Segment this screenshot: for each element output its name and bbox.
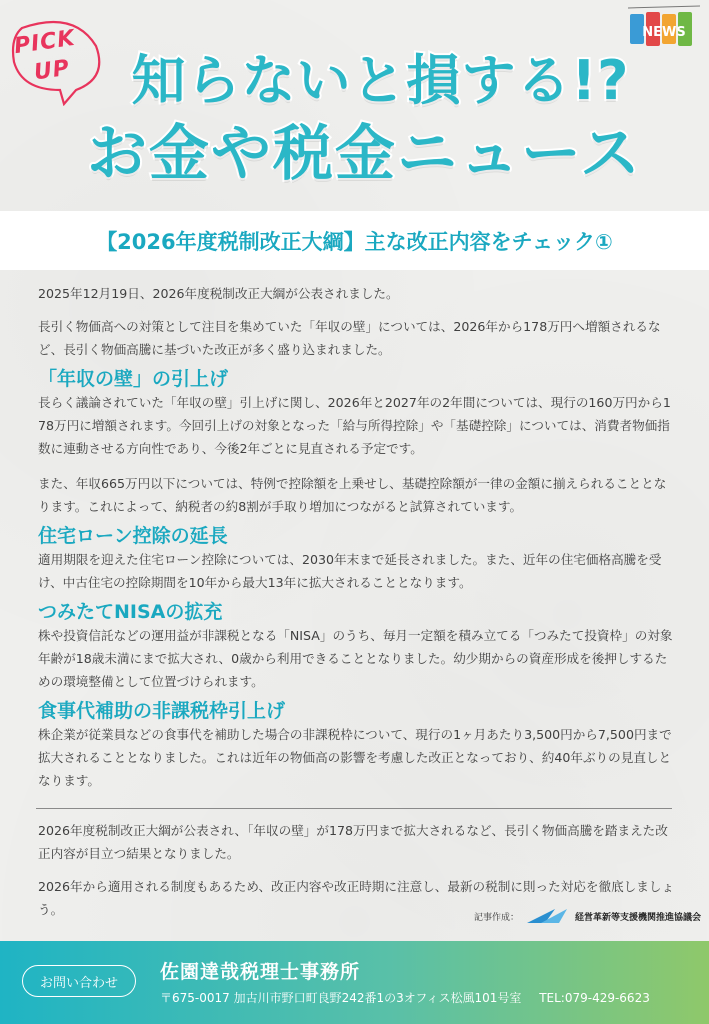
organization-logo-icon: [525, 907, 569, 925]
office-phone[interactable]: TEL:079-429-6623: [539, 991, 650, 1005]
office-address: 〒675-0017 加古川市野口町良野242番1の3オフィス松風101号室: [160, 991, 522, 1005]
office-address-line: [160, 989, 650, 1006]
divider: [36, 808, 672, 809]
credit-organization: 経営革新等支援機関推進協議会: [575, 912, 702, 923]
intro-paragraph-2: 長引く物価高への対策として注目を集めていた「年収の壁」については、2026年から178万円へ増額されるなど、長引く物価高騰に基づいた改正が多く盛り込まれました。: [38, 319, 661, 357]
page-title-line1: 知らないと損する!?: [131, 49, 630, 112]
footer: [0, 941, 709, 1024]
page-title-line2: お金や税金ニュース: [87, 119, 642, 189]
summary-paragraph-1: 2026年度税制改正大綱が公表され、「年収の壁」が178万円まで拡大されるなど、長引く物価高騰を踏まえた改正内容が目立つ結果となりました。: [38, 823, 668, 861]
intro-paragraph-1: 2025年12月19日、2026年度税制改正大綱が公表されました。: [38, 286, 399, 301]
section-heading-nisa: つみたてNISAの拡充: [38, 601, 223, 623]
article-title-banner: [0, 211, 709, 270]
header: [0, 0, 709, 205]
contact-button[interactable]: お問い合わせ: [22, 965, 136, 997]
section-paragraph: また、年収665万円以下については、特例で控除額を上乗せし、基礎控除額が一律の金額に揃えられることとなります。これによって、納税者の約8割が手取り増加につながると試算されています。: [38, 476, 667, 514]
summary-paragraph-2: 2026年から適用される制度もあるため、改正内容や改正時期に注意し、最新の税制に則った対応を徹底しましょう。: [38, 879, 675, 917]
section-heading-meal-allowance: 食事代補助の非課税枠引上げ: [38, 700, 286, 722]
section-paragraph: 長らく議論されていた「年収の壁」引上げに関し、2026年と2027年の2年間については、現行の160万円から178万円に増額されます。今回引上げの対象となった「給与所得控除」や「基礎控除」については、消費者物価指数に連動させる方向性であり、今後2年ごとに見直される予定です。: [38, 395, 671, 456]
pickup-text-up: UP: [32, 55, 72, 86]
section-paragraph: 株企業が従業員などの食事代を補助した場合の非課税枠について、現行の1ヶ月あたり3,500円から7,500円まで拡大されることとなりました。これは近年の物価高の影響を考慮した改正となっており、約40年ぶりの見直しとなります。: [38, 727, 672, 788]
news-tag-text: NEWS: [642, 25, 686, 40]
section-paragraph: 適用期限を迎えた住宅ローン控除については、2030年末まで延長されました。また、近年の住宅価格高騰を受け、中古住宅の控除期間を10年から最大13年に拡大されることとなります。: [38, 552, 662, 590]
article-credit: [474, 905, 701, 927]
article-body: [38, 282, 678, 792]
article-title: 【2026年度税制改正大綱】主な改正内容をチェック①: [96, 229, 613, 254]
office-name: 佐園達哉税理士事務所: [160, 961, 361, 983]
section-paragraph: 株や投資信託などの運用益が非課税となる「NISA」のうち、毎月一定額を積み立てる「つみたて投資枠」の対象年齢が18歳未満にまで拡大され、0歳から利用できることとなりました。幼少期からの資産形成を後押しするための環境整備として位置づけられます。: [38, 628, 673, 689]
credit-label: 記事作成：: [474, 912, 520, 923]
pickup-text-pick: PICK: [12, 25, 77, 60]
section-heading-income-wall: 「年収の壁」の引上げ: [38, 368, 229, 390]
section-heading-housing-loan: 住宅ローン控除の延長: [38, 525, 228, 547]
